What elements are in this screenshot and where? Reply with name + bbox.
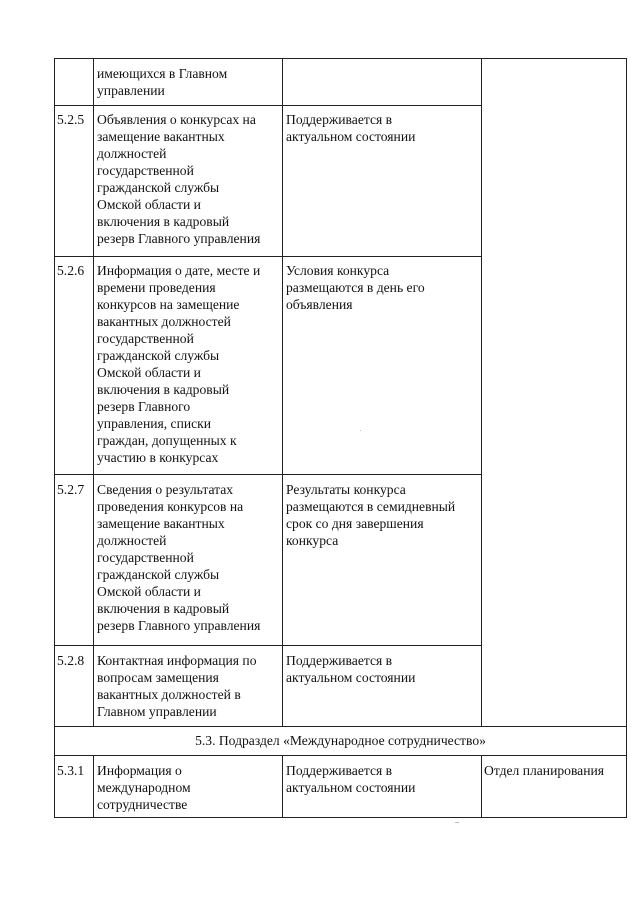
table-cell-num: 5.3.1 <box>57 763 85 778</box>
table-cell-term: Результаты конкурса размещаются в семидневный срок со дня завершения конкурса <box>286 482 456 548</box>
table-cell-responsible: Отдел планирования <box>484 763 605 778</box>
table-right-border <box>626 58 627 818</box>
table-cell-num: 5.2.8 <box>57 653 85 668</box>
table-cell-name: Объявления о конкурсах на замещение вакантных должностей государственной гражданской службы Омской области и включения в кадровый резерв Главного управления <box>97 112 261 246</box>
section-bottom-border <box>54 755 627 756</box>
table-cell-term: Поддерживается в актуальном состоянии <box>286 112 416 144</box>
column-divider-name-last <box>282 755 283 817</box>
table-cell-name: Информация о дате, месте и времени проведения конкурсов на замещение вакантных должностей государственной гражданской службы Омской области и включения в кадровый резерв Главного управления, списки граждан, допущенных к участию в конкурсах <box>97 263 261 465</box>
row-divider <box>54 105 482 106</box>
table-top-border <box>54 58 627 59</box>
table-cell-num: 5.2.5 <box>57 112 85 127</box>
table-cell-name: Информация о международном сотрудничестве <box>97 763 191 812</box>
column-divider-num <box>93 58 94 726</box>
scan-speck <box>455 822 459 823</box>
scan-speck <box>360 430 361 431</box>
section-heading: 5.3. Подраздел «Международное сотрудничество» <box>195 733 486 748</box>
row-divider <box>54 256 482 257</box>
table-cell-num: 5.2.7 <box>57 482 85 497</box>
table-cell-term: Поддерживается в актуальном состоянии <box>286 763 416 795</box>
column-divider-term-last <box>481 755 482 817</box>
table-bottom-border <box>54 817 627 818</box>
column-divider-term <box>481 58 482 726</box>
table-cell-term: Условия конкурса размещаются в день его объявления <box>286 263 425 312</box>
table-cell-name: Контактная информация по вопросам замещения вакантных должностей в Главном управлении <box>97 653 257 719</box>
table-cell-term: Поддерживается в актуальном состоянии <box>286 653 416 685</box>
column-divider-num-last <box>93 755 94 817</box>
table-left-border <box>54 58 55 818</box>
table-cell-num: 5.2.6 <box>57 263 85 278</box>
table-cell-name: имеющихся в Главном управлении <box>97 66 228 98</box>
column-divider-name <box>282 58 283 726</box>
section-top-border <box>54 726 627 727</box>
row-divider <box>54 645 482 646</box>
row-divider <box>54 474 482 475</box>
table-cell-name: Сведения о результатах проведения конкурсов на замещение вакантных должностей государственной гражданской службы Омской области и включения в кадровый резерв Главного управления <box>97 482 261 633</box>
